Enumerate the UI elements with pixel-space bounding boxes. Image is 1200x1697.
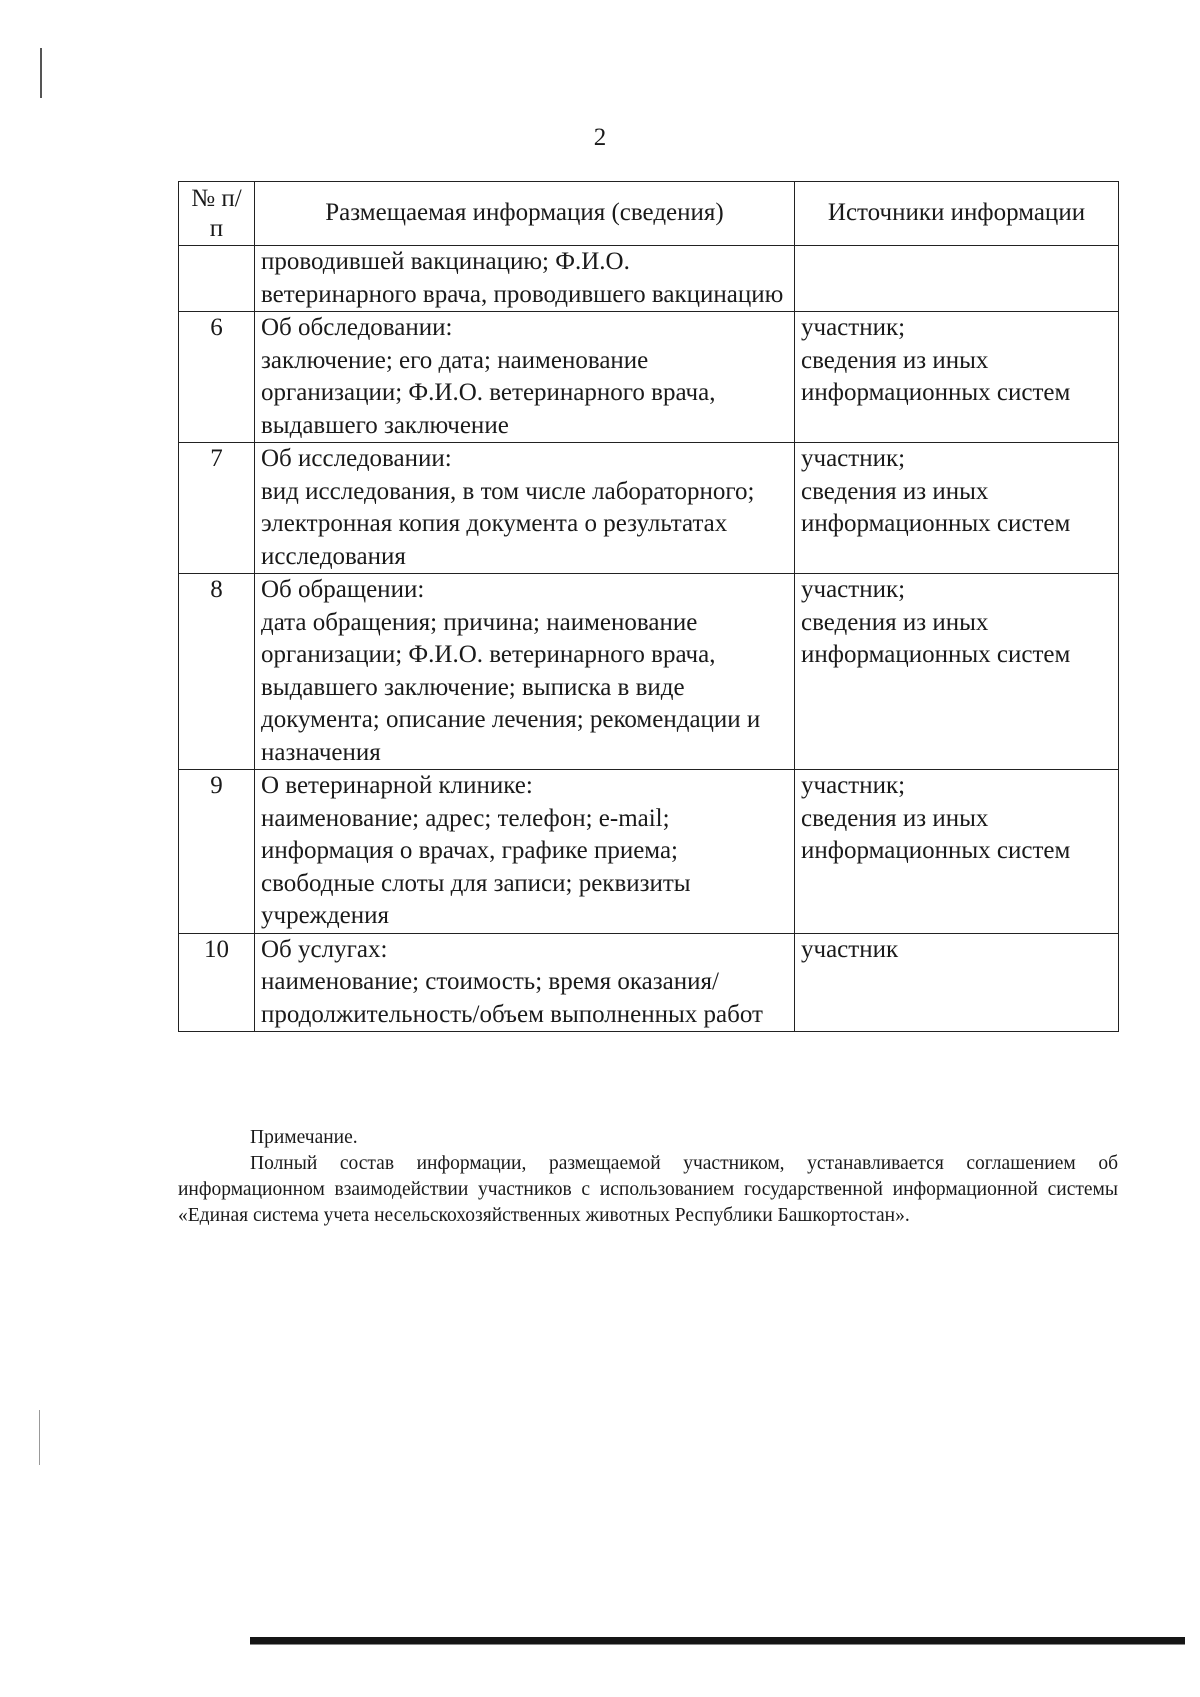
row-source: [795, 246, 1119, 312]
note-label: Примечание.: [250, 1127, 358, 1148]
scan-artifact-line: [40, 48, 42, 98]
table-row: [179, 312, 1119, 443]
table-row: [179, 933, 1119, 1032]
scan-artifact-bar: [250, 1637, 1185, 1644]
row-info: Об обследовании: заключение; его дата; наименование организации; Ф.И.О. ветеринарного врача, выдавшего заключение: [255, 312, 795, 443]
row-source: участник: [795, 933, 1119, 1032]
row-source: участник; сведения из иных информационных систем: [795, 443, 1119, 574]
information-table: [178, 181, 1119, 1032]
scan-artifact-bar-thin: [250, 1644, 1185, 1645]
table-row: [179, 443, 1119, 574]
table-header-row: [179, 182, 1119, 246]
row-number: 7: [179, 443, 255, 574]
table-body: [179, 246, 1119, 1032]
table-row: [179, 770, 1119, 934]
table-row: [179, 574, 1119, 770]
row-info: Об услугах: наименование; стоимость; время оказания/продолжительность/объем выполненных работ: [255, 933, 795, 1032]
row-number: [179, 246, 255, 312]
note-block: [178, 1125, 1118, 1229]
row-source: участник; сведения из иных информационных систем: [795, 770, 1119, 934]
note-text: Полный состав информации, размещаемой участником, устанавливается соглашением об информационном взаимодействии участников с использованием государственной информационной системы «Единая система учета несельскохозяйственных животных Республики Башкортостан».: [178, 1153, 1118, 1226]
header-number: № п/п: [179, 182, 255, 246]
table-row: [179, 246, 1119, 312]
row-source: участник; сведения из иных информационных систем: [795, 312, 1119, 443]
header-source: Источники информации: [795, 182, 1119, 246]
row-number: 10: [179, 933, 255, 1032]
header-info: Размещаемая информация (сведения): [255, 182, 795, 246]
row-info: проводившей вакцинацию; Ф.И.О. ветеринарного врача, проводившего вакцинацию: [255, 246, 795, 312]
scan-artifact-line: [39, 1410, 40, 1465]
row-info: Об обращении: дата обращения; причина; наименование организации; Ф.И.О. ветеринарного врача, выдавшего заключение; выписка в виде документа; описание лечения; рекомендации и назначения: [255, 574, 795, 770]
row-number: 6: [179, 312, 255, 443]
row-info: Об исследовании: вид исследования, в том числе лабораторного; электронная копия документа о результатах исследования: [255, 443, 795, 574]
row-number: 8: [179, 574, 255, 770]
page-number: 2: [593, 124, 607, 151]
row-info: О ветеринарной клинике: наименование; адрес; телефон; e-mail; информация о врачах, графике приема; свободные слоты для записи; реквизиты учреждения: [255, 770, 795, 934]
row-source: участник; сведения из иных информационных систем: [795, 574, 1119, 770]
row-number: 9: [179, 770, 255, 934]
